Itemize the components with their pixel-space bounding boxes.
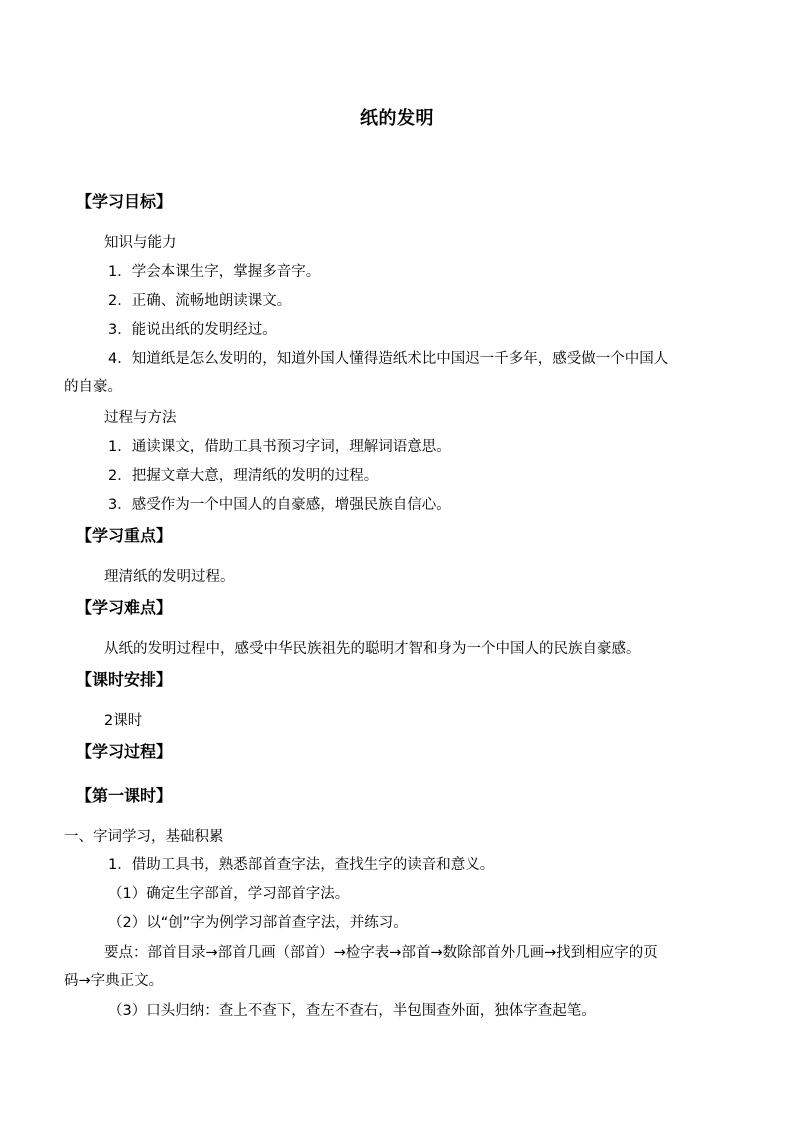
objectives-heading: 【学习目标】 [76, 192, 173, 211]
knowledge-heading: 知识与能力 [104, 235, 177, 251]
schedule-heading: 【课时安排】 [76, 670, 173, 689]
process-item-1: 1．通读课文，借助工具书预习字词，理解词语意思。 [108, 439, 451, 455]
process-item-3: 3．感受作为一个中国人的自豪感，增强民族自信心。 [108, 497, 451, 513]
knowledge-item-2: 2．正确、流畅地朗读课文。 [108, 293, 292, 309]
key-points-text: 理清纸的发明过程。 [104, 569, 235, 585]
knowledge-item-4-line1: 4．知道纸是怎么发明的，知道外国人懂得造纸术比中国迟一千多年，感受做一个中国人 [108, 351, 669, 367]
key-points-heading: 【学习重点】 [76, 526, 173, 545]
knowledge-item-3: 3．能说出纸的发明经过。 [108, 322, 277, 338]
difficulties-heading: 【学习难点】 [76, 598, 173, 617]
section-1-heading: 一、字词学习，基础积累 [64, 829, 224, 845]
knowledge-item-1: 1．学会本课生字，掌握多音字。 [108, 264, 321, 280]
knowledge-item-4-line2: 的自豪。 [64, 379, 122, 395]
schedule-text: 2课时 [104, 713, 143, 729]
first-lesson-sub-2: （2）以“创”字为例学习部首查字法，并练习。 [108, 915, 408, 931]
key-steps-line2: 码→字典正文。 [64, 973, 164, 989]
key-steps-line1: 要点：部首目录→部首几画（部首）→检字表→部首→数除部首外几画→找到相应字的页 [104, 945, 658, 961]
document-title: 纸的发明 [360, 108, 434, 129]
first-lesson-sub-1: （1）确定生字部首，学习部首字法。 [108, 886, 350, 902]
difficulties-text: 从纸的发明过程中，感受中华民族祖先的聪明才智和身为一个中国人的民族自豪感。 [104, 641, 641, 657]
process-method-heading: 过程与方法 [104, 410, 177, 426]
process-item-2: 2．把握文章大意，理清纸的发明的过程。 [108, 468, 379, 484]
first-lesson-item-1: 1．借助工具书，熟悉部首查字法，查找生字的读音和意义。 [108, 857, 495, 873]
first-lesson-heading: 【第一课时】 [76, 786, 173, 805]
learning-process-heading: 【学习过程】 [76, 742, 173, 761]
first-lesson-sub-3: （3）口头归纳：查上不查下，查左不查右，半包围查外面，独体字查起笔。 [108, 1003, 596, 1019]
